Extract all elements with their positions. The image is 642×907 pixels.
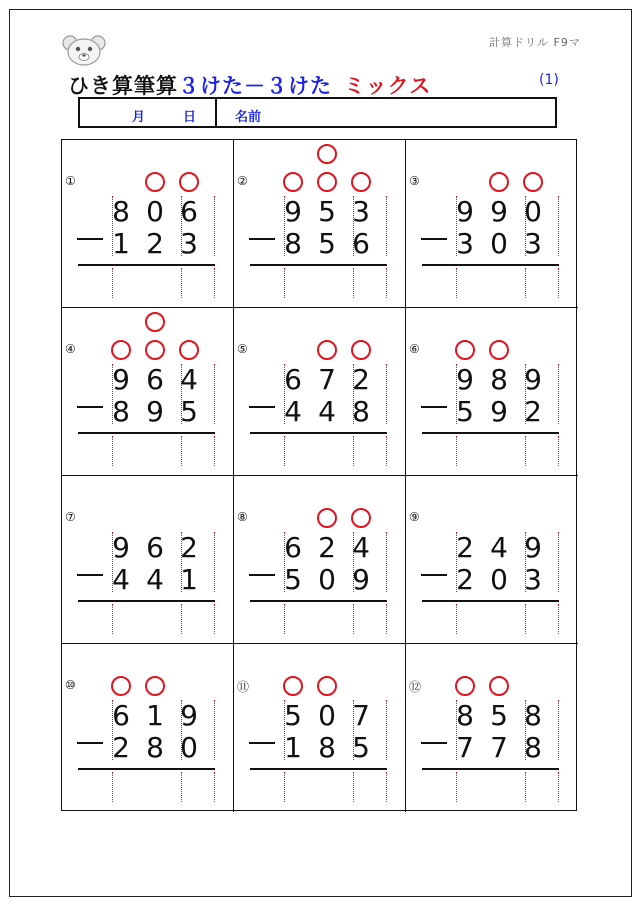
minuend-digit: 1 — [146, 699, 164, 732]
subtrahend-digit: 1 — [180, 563, 198, 596]
borrow-circle — [351, 508, 371, 528]
problem-grid — [61, 139, 577, 811]
column-guide — [386, 436, 387, 466]
subtrahend-digit: 8 — [112, 395, 130, 428]
page-title — [68, 70, 431, 100]
column-guide — [558, 700, 559, 760]
minus-sign — [249, 742, 275, 744]
borrow-circle — [145, 172, 165, 192]
subtrahend-digit: 2 — [112, 731, 130, 764]
name-divider — [215, 99, 217, 126]
minus-sign — [249, 238, 275, 240]
subtrahend-digit: 7 — [456, 731, 474, 764]
problem-cell — [62, 140, 234, 308]
answer-line — [250, 600, 387, 602]
borrow-circle — [317, 676, 337, 696]
problem-cell — [234, 140, 406, 308]
column-guide — [386, 196, 387, 256]
minus-sign — [77, 406, 103, 408]
column-guide — [353, 772, 354, 802]
minus-sign — [77, 742, 103, 744]
problem-number: ⑤ — [237, 342, 248, 356]
answer-line — [78, 264, 215, 266]
minuend-digit: 6 — [284, 531, 302, 564]
name-date-box — [78, 97, 557, 128]
subtrahend-digit: 0 — [490, 563, 508, 596]
minuend-digit: 6 — [146, 531, 164, 564]
problem-cell — [234, 308, 406, 476]
subtrahend-digit: 2 — [456, 563, 474, 596]
problem-number: ③ — [409, 174, 420, 188]
title-part-3: ミックス — [344, 74, 432, 98]
minuend-digit: 9 — [112, 531, 130, 564]
column-guide — [525, 268, 526, 298]
column-guide — [386, 700, 387, 760]
column-guide — [525, 772, 526, 802]
column-guide — [214, 268, 215, 298]
borrow-circle — [489, 676, 509, 696]
minuend-digit: 2 — [180, 531, 198, 564]
month-label: 月 — [132, 110, 146, 125]
column-guide — [214, 196, 215, 256]
column-guide — [214, 436, 215, 466]
column-guide — [558, 268, 559, 298]
minuend-digit: 2 — [456, 531, 474, 564]
minuend-digit: 6 — [146, 363, 164, 396]
column-guide — [284, 604, 285, 634]
column-guide — [558, 772, 559, 802]
minuend-digit: 7 — [318, 363, 336, 396]
column-guide — [284, 268, 285, 298]
minuend-digit: 8 — [490, 363, 508, 396]
answer-line — [250, 768, 387, 770]
subtrahend-digit: 0 — [490, 227, 508, 260]
problem-number: ⑫ — [409, 680, 422, 694]
subtrahend-digit: 9 — [490, 395, 508, 428]
borrow-circle — [179, 340, 199, 360]
subtrahend-digit: 8 — [318, 731, 336, 764]
subtrahend-digit: 2 — [146, 227, 164, 260]
answer-line — [78, 768, 215, 770]
problem-cell — [406, 308, 578, 476]
column-guide — [214, 364, 215, 424]
column-guide — [181, 436, 182, 466]
minuend-digit: 6 — [112, 699, 130, 732]
minus-sign — [421, 574, 447, 576]
column-guide — [525, 604, 526, 634]
borrow-circle — [523, 172, 543, 192]
borrow-circle — [145, 312, 165, 332]
problem-cell — [62, 308, 234, 476]
column-guide — [558, 604, 559, 634]
column-guide — [386, 532, 387, 592]
subtrahend-digit: 5 — [352, 731, 370, 764]
column-guide — [112, 268, 113, 298]
problem-number: ⑩ — [65, 678, 76, 692]
minuend-digit: 9 — [490, 195, 508, 228]
column-guide — [456, 436, 457, 466]
borrow-circle — [317, 172, 337, 192]
problem-number: ⑪ — [237, 680, 250, 694]
borrow-circle — [111, 676, 131, 696]
title-part-2: ３けた－３けた — [178, 74, 332, 98]
minuend-digit: 0 — [524, 195, 542, 228]
problem-cell — [62, 644, 234, 812]
minuend-digit: 9 — [456, 363, 474, 396]
minus-sign — [421, 238, 447, 240]
column-guide — [558, 436, 559, 466]
column-guide — [386, 268, 387, 298]
day-label: 日 — [183, 110, 197, 125]
subtrahend-digit: 9 — [352, 563, 370, 596]
answer-line — [250, 432, 387, 434]
borrow-circle — [489, 340, 509, 360]
subtrahend-digit: 0 — [318, 563, 336, 596]
minuend-digit: 5 — [490, 699, 508, 732]
borrow-circle — [317, 340, 337, 360]
borrow-circle — [317, 144, 337, 164]
column-guide — [456, 772, 457, 802]
answer-line — [78, 432, 215, 434]
column-guide — [112, 436, 113, 466]
column-guide — [456, 604, 457, 634]
minuend-digit: 5 — [284, 699, 302, 732]
minuend-digit: 3 — [352, 195, 370, 228]
column-guide — [386, 772, 387, 802]
subtrahend-digit: 4 — [146, 563, 164, 596]
problem-number: ① — [65, 174, 76, 188]
subtrahend-digit: 8 — [146, 731, 164, 764]
column-guide — [284, 772, 285, 802]
borrow-circle — [351, 172, 371, 192]
problem-cell — [406, 476, 578, 644]
subtrahend-digit: 5 — [180, 395, 198, 428]
subtrahend-digit: 8 — [284, 227, 302, 260]
minus-sign — [421, 406, 447, 408]
subtrahend-digit: 3 — [180, 227, 198, 260]
minuend-digit: 9 — [524, 531, 542, 564]
problem-number: ⑦ — [65, 510, 76, 524]
minuend-digit: 7 — [352, 699, 370, 732]
title-part-1: ひき算筆算 — [68, 74, 178, 98]
subtrahend-digit: 3 — [456, 227, 474, 260]
column-guide — [386, 604, 387, 634]
problem-cell — [406, 644, 578, 812]
subtrahend-digit: 0 — [180, 731, 198, 764]
minuend-digit: 0 — [318, 699, 336, 732]
minuend-digit: 4 — [352, 531, 370, 564]
subtrahend-digit: 6 — [352, 227, 370, 260]
subtrahend-digit: 3 — [524, 227, 542, 260]
column-guide — [353, 604, 354, 634]
minuend-digit: 0 — [146, 195, 164, 228]
name-label: 名前 — [235, 110, 262, 125]
minus-sign — [421, 742, 447, 744]
answer-line — [422, 264, 559, 266]
minuend-digit: 9 — [524, 363, 542, 396]
minuend-digit: 4 — [180, 363, 198, 396]
minuend-digit: 2 — [352, 363, 370, 396]
subtrahend-digit: 1 — [284, 731, 302, 764]
subtrahend-digit: 5 — [284, 563, 302, 596]
minuend-digit: 9 — [456, 195, 474, 228]
minuend-digit: 8 — [456, 699, 474, 732]
minuend-digit: 9 — [284, 195, 302, 228]
answer-line — [250, 264, 387, 266]
minuend-digit: 6 — [180, 195, 198, 228]
column-guide — [214, 532, 215, 592]
subtrahend-digit: 2 — [524, 395, 542, 428]
borrow-circle — [145, 676, 165, 696]
column-guide — [386, 364, 387, 424]
minus-sign — [77, 574, 103, 576]
borrow-circle — [145, 340, 165, 360]
problem-number: ④ — [65, 342, 76, 356]
borrow-circle — [489, 172, 509, 192]
borrow-circle — [317, 508, 337, 528]
bear-logo-icon — [62, 34, 106, 66]
minuend-digit: 8 — [112, 195, 130, 228]
minuend-digit: 4 — [490, 531, 508, 564]
minuend-digit: 5 — [318, 195, 336, 228]
problem-number: ⑨ — [409, 510, 420, 524]
subtrahend-digit: 4 — [318, 395, 336, 428]
column-guide — [214, 772, 215, 802]
minus-sign — [77, 238, 103, 240]
column-guide — [112, 604, 113, 634]
column-guide — [558, 364, 559, 424]
borrow-circle — [455, 340, 475, 360]
minuend-digit: 9 — [112, 363, 130, 396]
borrow-circle — [111, 340, 131, 360]
column-guide — [181, 604, 182, 634]
subtrahend-digit: 3 — [524, 563, 542, 596]
borrow-circle — [455, 676, 475, 696]
column-guide — [181, 772, 182, 802]
borrow-circle — [283, 172, 303, 192]
minuend-digit: 8 — [524, 699, 542, 732]
answer-line — [422, 432, 559, 434]
problem-cell — [406, 140, 578, 308]
column-guide — [181, 268, 182, 298]
column-guide — [353, 268, 354, 298]
minuend-digit: 2 — [318, 531, 336, 564]
column-guide — [284, 436, 285, 466]
column-guide — [353, 436, 354, 466]
borrow-circle — [351, 340, 371, 360]
subtrahend-digit: 7 — [490, 731, 508, 764]
column-guide — [214, 604, 215, 634]
subtrahend-digit: 4 — [112, 563, 130, 596]
column-guide — [112, 772, 113, 802]
minuend-digit: 6 — [284, 363, 302, 396]
subtrahend-digit: 5 — [318, 227, 336, 260]
column-guide — [558, 532, 559, 592]
problem-cell — [234, 476, 406, 644]
minus-sign — [249, 574, 275, 576]
column-guide — [214, 700, 215, 760]
problem-cell — [62, 476, 234, 644]
subtrahend-digit: 9 — [146, 395, 164, 428]
answer-line — [422, 768, 559, 770]
answer-line — [78, 600, 215, 602]
column-guide — [558, 196, 559, 256]
minus-sign — [249, 406, 275, 408]
column-guide — [456, 268, 457, 298]
problem-cell — [234, 644, 406, 812]
minuend-digit: 9 — [180, 699, 198, 732]
column-guide — [525, 436, 526, 466]
problem-number: ⑧ — [237, 510, 248, 524]
subtrahend-digit: 8 — [352, 395, 370, 428]
answer-line — [422, 600, 559, 602]
drill-id: 計算ドリル F9マ — [489, 36, 581, 49]
problem-number: ⑥ — [409, 342, 420, 356]
subtrahend-digit: 4 — [284, 395, 302, 428]
borrow-circle — [283, 676, 303, 696]
sheet-number: (1) — [539, 72, 559, 88]
subtrahend-digit: 1 — [112, 227, 130, 260]
borrow-circle — [179, 172, 199, 192]
problem-number: ② — [237, 174, 248, 188]
subtrahend-digit: 8 — [524, 731, 542, 764]
subtrahend-digit: 5 — [456, 395, 474, 428]
